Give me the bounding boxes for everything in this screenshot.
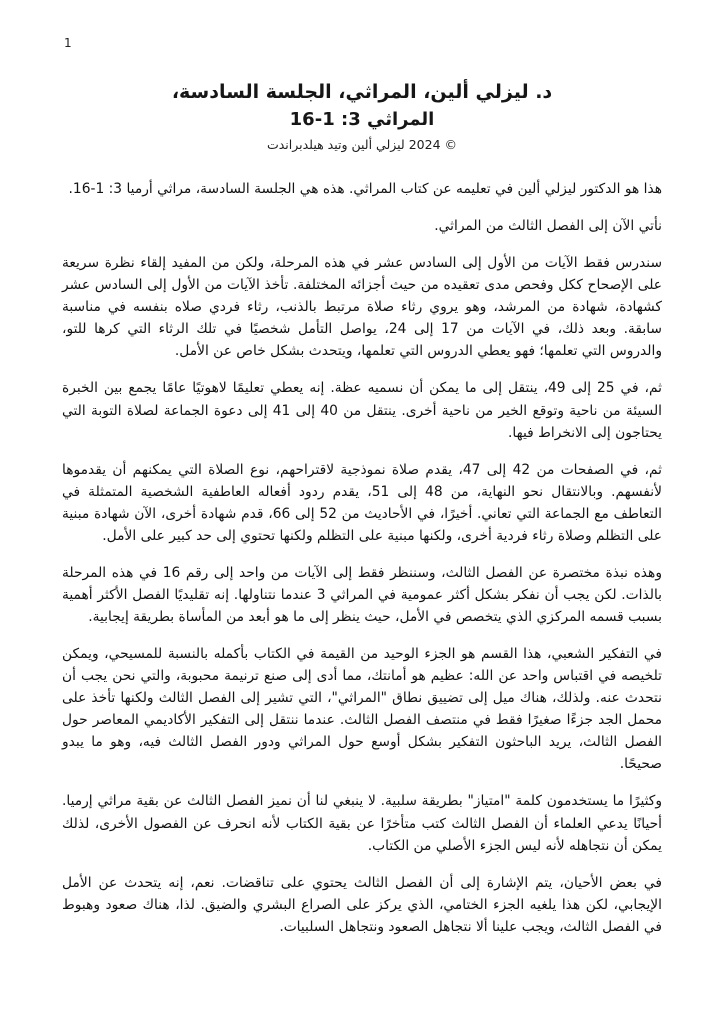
- paragraph: ثم، في 25 إلى 49، ينتقل إلى ما يمكن أن نسميه عظة. إنه يعطي تعليمًا لاهوتيًا عامًا يجمع بين الخبرة السيئة من ناحية وتوقع الخير من ناحية أخرى. ينتقل من 40 إلى 41 إلى دعوة الجماعة لصلاة التوبة التي يحتاجون إلى الانخراط فيها.: [62, 380, 663, 441]
- copyright-line: © 2024 ليزلي ألين وتيد هيلدبراندت: [266, 137, 458, 153]
- paragraph: هذا هو الدكتور ليزلي ألين في تعليمه عن كتاب المراثي. هذه هي الجلسة السادسة، مراثي أرميا 3: 1-16.: [68, 181, 662, 198]
- paragraph: ثم، في الصفحات من 42 إلى 47، يقدم صلاة نموذجية لاقتراحهم، نوع الصلاة التي يمكنهم أن يقدموها لأنفسهم. وبالانتقال نحو النهاية، من 48 إلى 51، يقدم ردود أفعاله العاطفية الشخصية المتمثلة في التعاطف مع الجماعة التي تعاني. أخيرًا، في الأحاديث من 52 إلى 66، قدم شهادة أخرى، الآن شهادة مبنية على التظلم وصلاة رثاء فردية أخرى، ولكنها مبنية على التظلم ولكنها تحتوي إلى حد كبير على الأمل.: [62, 461, 662, 544]
- paragraph: في التفكير الشعبي، هذا القسم هو الجزء الوحيد من القيمة في الكتاب بأكمله بالنسبة للمسيحي، ويمكن تلخيصه في اقتباس واحد عن الله: عظيم هو أمانتك، مما أدى إلى صنع ترنيمة محبوبة، والتي نحن يجب أن نتحدث عنه. ولذلك، هناك ميل إلى تضييق نطاق "المراثي"، التي تشير إلى الفصل الثالث ولكنها تأخذ على محمل الجد جزءًا صغيرًا فقط في منتصف الفصل الثالث. عندما ننتقل إلى التفكير الأكاديمي المعاصر حول الفصل الثالث، يريد الباحثون التفكير بشكل أوسع حول المراثي ودور الفصل الثالث فيه، وهو ما يبدو صحيحًا.: [62, 646, 662, 773]
- paragraph: وكثيرًا ما يستخدمون كلمة "امتياز" بطريقة سلبية. لا ينبغي لنا أن نميز الفصل الثالث عن بقية مراثي إرميا. أحيانًا يدعي العلماء أن الفصل الثالث كتب متأخرًا عن بقية الكتاب لأنه انحرف عن الفصول الأخرى، لذلك يمكن أن نتجاهله لأنه ليس الجزء الأصلي من الكتاب.: [62, 793, 662, 854]
- title-block: [62, 80, 662, 152]
- paragraph: نأتي الآن إلى الفصل الثالث من المراثي.: [434, 218, 662, 235]
- paragraph: وهذه نبذة مختصرة عن الفصل الثالث، وسننظر فقط إلى الآيات من واحد إلى رقم 16 في هذه المرحلة بالذات. لكن يجب أن نفكر بشكل أكثر عمومية في المراثي 3 عندما نتناولها. إنه تقليديًا الفصل الأكثر أهمية بسبب قسمه المركزي الذي يتخصص في الأمل، حيث ينظر إلى ما هو أبعد من المأساة بطريقة إيجابية.: [62, 564, 662, 626]
- document-title: د. ليزلي ألين، المراثي، الجلسة السادسة،: [171, 81, 553, 103]
- page-number: 1: [64, 36, 72, 50]
- document-subtitle: المراثي 3: 1-16: [289, 108, 435, 130]
- paragraph: سندرس فقط الآيات من الأول إلى السادس عشر في هذه المرحلة، ولكن من المفيد إلقاء نظرة سريعة على الإصحاح ككل وفحص مدى تعقيده من حيث أجزائه المختلفة. تأخذ الآيات من الأول إلى السادس عشر كشهادة، شهادة من المرشد، وهو يروي رثاء صلاة مرتبط بالذنب، رثاء فردي صلاه بنفسه في مناسبة سابقة. وبعد ذلك، في الآيات من 17 إلى 24، يواصل التأمل شخصيًا في تلك الرثاء التي كرها للتو، والدروس التي تعلمها؛ فهو يعطي الدروس التي تعلمها، ويتحدث بشكل خاص عن الأمل.: [62, 255, 662, 360]
- paragraph: في بعض الأحيان، يتم الإشارة إلى أن الفصل الثالث يحتوي على تناقضات. نعم، إنه يتحدث عن الأمل الإيجابي، لكن هذا يلغيه الجزء الختامي، الذي يركز على الصراع البشري والضيق. لذا، هناك صعود وهبوط في الفصل الثالث، ويجب علينا ألا نتجاهل الصعود ونتجاهل السلبيات.: [62, 874, 662, 935]
- document-body: [62, 178, 662, 938]
